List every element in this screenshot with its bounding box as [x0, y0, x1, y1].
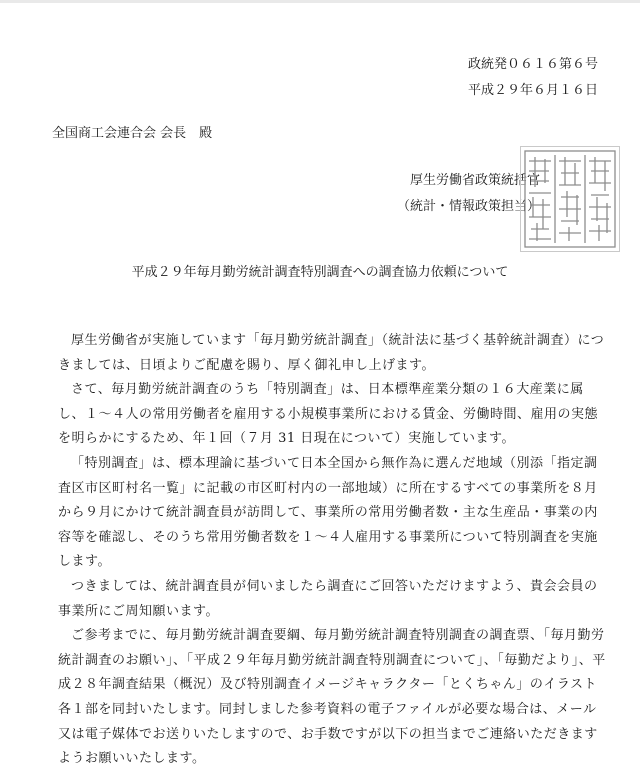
document-reference — [468, 52, 598, 104]
document-number: 政統発０６１６第６号 — [467, 57, 598, 72]
paragraph: ご参考までに、毎月勤労統計調査要綱、毎月勤労統計調査特別調査の調査票、「毎月勤労統計調査のお願い」、「平成２９年毎月勤労統計調査特別調査について」、「毎勤だより」、平成２８年調査結果（概況）及び特別調査イメージキャラクター「とくちゃん」のイラスト各１部を同封いたします。同封しました参考資料の電子ファイルが必要な場合は、メール又は電子媒体でお送りいたしますので、お手数ですが以下の担当までご連絡いただきますようお願いいたします。 — [58, 628, 606, 767]
subject-line: 平成２９年毎月勤労統計調査特別調査への調査協力依頼について — [131, 265, 509, 280]
document-date: 平成２９年６月１６日 — [467, 83, 598, 98]
sender-organization: 厚生労働省政策統括官 — [409, 173, 540, 188]
scan-edge — [0, 0, 640, 3]
paragraph: 厚生労働省が実施しています「毎月勤労統計調査」（統計法に基づく基幹統計調査）につきましては、日頃よりご配慮を賜り、厚く御礼申し上げます。 — [58, 333, 605, 373]
paragraph: さて、毎月勤労統計調査のうち「特別調査」は、日本標準産業分類の１６大産業に属し、１～４人の常用労働者を雇用する小規模事業所における賃金、労働時間、雇用の実態を明らかにするため、年１回（７月 31 日現在について）実施しています。 — [58, 382, 599, 447]
sender-role: （統計・情報政策担当） — [396, 199, 540, 214]
paragraph: つきましては、統計調査員が伺いましたら調査にご回答いただけますよう、貴会会員の事業所にご周知願います。 — [58, 578, 598, 619]
addressee: 全国商工会連合会 会長 殿 — [52, 126, 213, 141]
letter-body — [58, 329, 606, 772]
sender — [397, 168, 540, 220]
official-seal-stamp — [520, 146, 620, 252]
paragraph: 「特別調査」は、標本理論に基づいて日本全国から無作為に選んだ地域（別添「指定調査区市区町村名一覧」に記載の市区町村内の一部地域）に所在するすべての事業所を８月から９月にかけて統計調査員が訪問して、事業所の常用労働者数・主な生産品・事業の内容等を確認し、そのうち常用労働者数を１～４人雇用する事業所について特別調査を実施します。 — [58, 455, 598, 570]
